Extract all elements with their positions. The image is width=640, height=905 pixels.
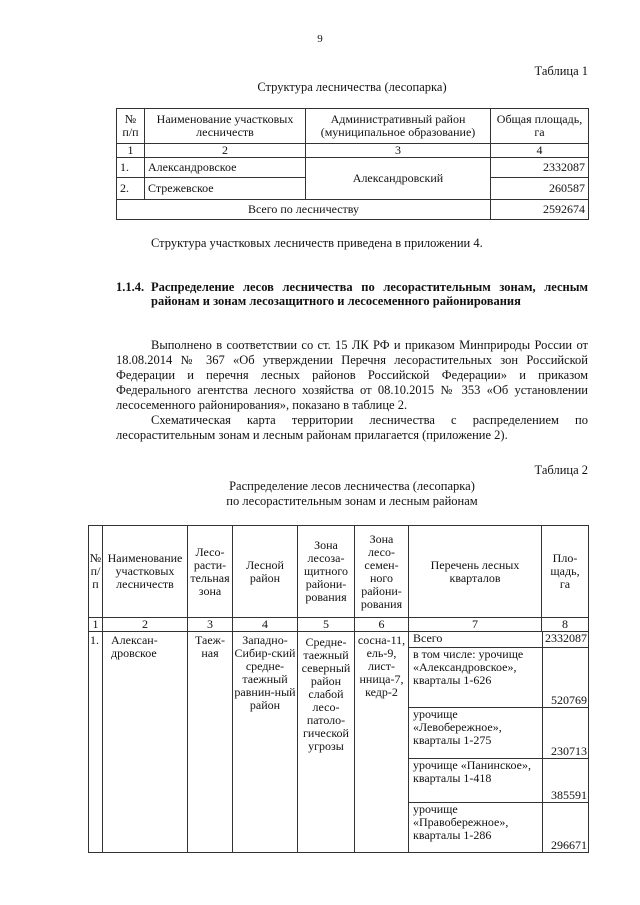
forestry-name: Стрежевское [145,178,306,200]
district: Александровский [306,158,491,200]
appendix-paragraph: Структура участковых лесничеств приведена в приложении 4. [151,236,483,250]
col-number: 4 [491,144,589,158]
row-number: 1. [89,632,103,853]
column-number-row [117,144,589,158]
header-cell: Наименование участковых лесничеств [103,526,188,618]
col-number: 4 [233,618,298,632]
quarter-text: урочище «Правобережное», кварталы 1-286 [409,802,542,852]
total-value: 2592674 [491,200,589,220]
header-cell: Наименование участковых лесничеств [145,109,306,144]
quarter-text: урочище «Левобережное», кварталы 1-275 [409,707,542,758]
header-cell: Зона лесоза-щитного райони-рования [298,526,355,618]
row-number: 1. [117,158,145,178]
col-number: 3 [188,618,233,632]
table2-title-line2: по лесорастительным зонам и лесным районам [226,494,478,508]
col-number: 5 [298,618,355,632]
table1-title: Структура лесничества (лесопарка) [257,80,447,94]
table2-title-line1: Распределение лесов лесничества (лесопарка) [229,479,475,493]
area: 2332087 [491,158,589,178]
section-number: 1.1.4. [116,280,145,294]
quarter-row [409,802,589,852]
quarters-subtable [409,632,589,852]
quarters-list [409,632,589,853]
header-cell: Пло-щадь, га [542,526,589,618]
table-row [89,632,589,853]
col-number: 2 [145,144,306,158]
quarter-row [409,647,589,707]
quarter-text: Всего [409,632,542,647]
quarter-area: 296671 [551,838,587,852]
col-number: 8 [542,618,589,632]
quarter-area: 520769 [542,647,589,707]
total-row [117,200,589,220]
quarter-area: 230713 [542,707,589,758]
area: 260587 [491,178,589,200]
header-cell: Общая площадь, га [491,109,589,144]
header-cell: Перечень лесных кварталов [409,526,542,618]
forestry-name: Алексан-дровское [103,632,188,853]
table-header-row [117,109,589,144]
col-number: 6 [355,618,409,632]
quarter-text: урочище «Панинское», кварталы 1-418 [409,758,542,802]
header-cell: Административный район (муниципальное образование) [306,109,491,144]
header-cell: № п/п [117,109,145,144]
col-number: 7 [409,618,542,632]
table-row [117,158,589,178]
table1-label: Таблица 1 [534,64,588,78]
col-number: 3 [306,144,491,158]
col-number: 2 [103,618,188,632]
section-title: Распределение лесов лесничества по лесорастительным зонам, лесным районам и зонам лесозащитного и лесосеменного районирования [151,280,588,308]
quarter-row [409,707,589,758]
total-label: Всего по лесничеству [117,200,491,220]
forestry-structure-table [116,108,589,220]
quarter-area: 2332087 [542,632,589,647]
page-number: 9 [317,33,323,45]
quarter-row [409,632,589,647]
header-cell: № п/п [89,526,103,618]
vegetation-zone: Таеж-ная [188,632,233,853]
header-cell: Лесо-расти-тельная зона [188,526,233,618]
forestry-name: Александровское [145,158,306,178]
table-header-row [89,526,589,618]
header-cell: Зона лесо-семен-ного райони-рования [355,526,409,618]
section-heading [116,280,588,308]
forest-district: Западно-Сибир-ский средне-таежный равнин-ный район [233,632,298,853]
table2-label: Таблица 2 [534,463,588,477]
row-number: 2. [117,178,145,200]
protection-zone: Средне-таежный северный район слабой лесо-патоло-гической угрозы [298,632,355,853]
header-cell: Лесной район [233,526,298,618]
forest-distribution-table [88,525,589,853]
col-number: 1 [89,618,103,632]
paragraph-1: Выполнено в соответствии со ст. 15 ЛК РФ и приказом Минприроды России от 18.08.2014 № 367 «Об утверждении Перечня лесорастительных зон Российской Федерации и перечня лесных районов Российской Федерации» и приказом Федерального агентства лесного хозяйства от 08.10.2015 № 353 «Об установлении лесосеменного районирования», показано в таблице 2. [116,338,588,412]
quarter-text: в том числе: урочище «Александровское», кварталы 1-626 [409,647,542,707]
col-number: 1 [117,144,145,158]
paragraph-2: Схематическая карта территории лесничества с распределением по лесорастительным зонам и лесным районам прилагается (приложение 2). [116,413,588,442]
quarter-area: 385591 [542,758,589,802]
column-number-row [89,618,589,632]
quarter-row [409,758,589,802]
seed-zone: сосна-11, ель-9, лист-нница-7, кедр-2 [355,632,409,853]
